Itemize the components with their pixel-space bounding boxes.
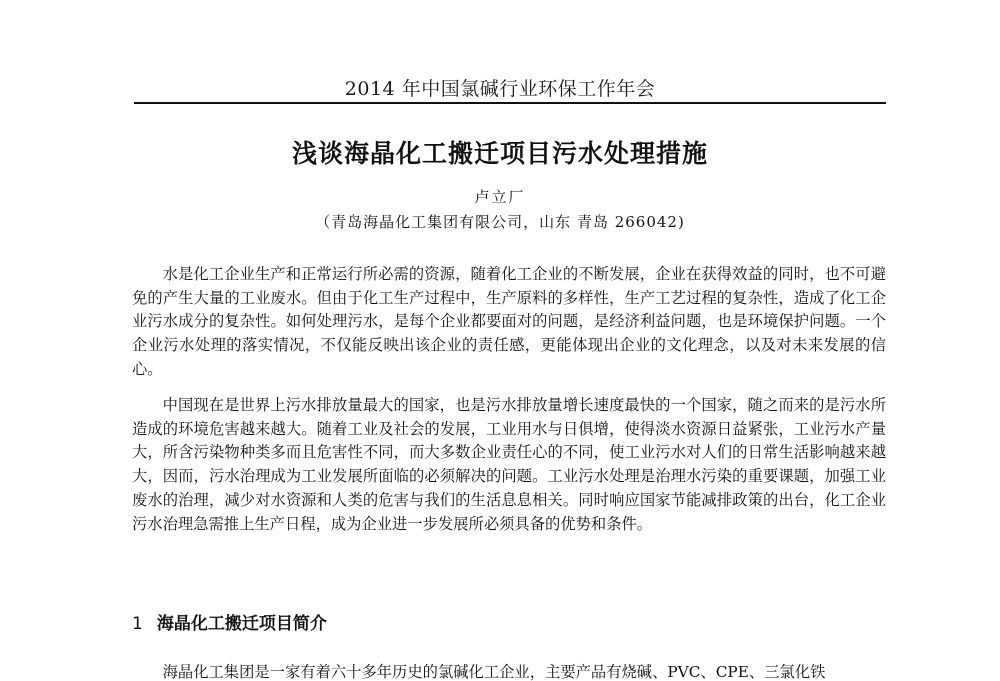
author-affiliation: （青岛海晶化工集团有限公司，山东 青岛 266042) — [315, 213, 685, 231]
section-title: 海晶化工搬迁项目简介 — [156, 614, 327, 634]
conference-header: 2014 年中国氯碱行业环保工作年会 — [344, 78, 656, 100]
body-paragraph-1: 水是化工企业生产和正常运行所必需的资源，随着化工企业的不断发展，企业在获得效益的同时，也不可避免的产生大量的工业废水。但由于化工生产过程中，生产原料的多样性，生产工艺过程的复杂性，造成了化工企业污水成分的复杂性。如何处理污水，是每个企业都要面对的问题，是经济利益问题，也是环境保护问题。一个企业污水处理的落实情况，不仅能反映出该企业的责任感，更能体现出企业的文化理念，以及对未来发展的信心。 — [132, 265, 886, 378]
body-paragraph-2: 中国现在是世界上污水排放量最大的国家，也是污水排放量增长速度最快的一个国家，随之而来的是污水所造成的环境危害越来越大。随着工业及社会的发展，工业用水与日俱增，使得淡水资源日益紧张，工业污水产量大，所含污染物种类多而且危害性不同，而大多数企业责任心的不同，使工业污水对人们的日常生活影响越来越大，因而，污水治理成为工业发展所面临的必须解决的问题。工业污水处理是治理水污染的重要课题，加强工业废水的治理，减少对水资源和人类的危害与我们的生活息息相关。同时响应国家节能减排政策的出台，化工企业污水治理急需推上生产日程，成为企业进一步发展所必须具备的优势和条件。 — [132, 396, 886, 533]
section-number: 1 — [132, 614, 143, 634]
header-rule — [134, 102, 886, 104]
paper-title: 浅谈海晶化工搬迁项目污水处理措施 — [291, 139, 708, 168]
author-name: 卢立厂 — [474, 188, 526, 206]
body-paragraph-3-partial: 海晶化工集团是一家有着六十多年历史的氯碱化工企业，主要产品有烧碱、PVC、CPE、三氯化铁 — [162, 663, 826, 681]
section-heading — [132, 609, 327, 634]
